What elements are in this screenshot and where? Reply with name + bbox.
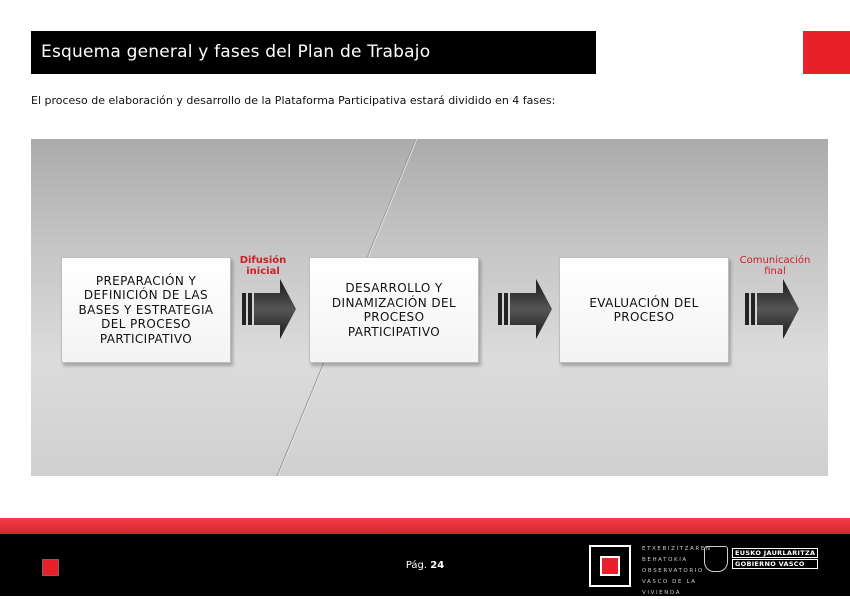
- page-title: Esquema general y fases del Plan de Trabajo: [31, 31, 596, 74]
- phases-diagram: [31, 139, 828, 476]
- observatory-logo-text: ETXEBIZITZAREN BEHATOKIA OBSERVATORIO VASCO DE LA VIVIENDA: [642, 546, 712, 596]
- footer-red-band: [0, 518, 850, 534]
- arrow-right-icon: [745, 279, 799, 339]
- note-comunicacion-final: Comunicación final: [739, 255, 811, 277]
- note-difusion-inicial: Difusión inicial: [239, 255, 287, 277]
- phase-box-desarrollo: [309, 257, 479, 363]
- page-number: [370, 560, 480, 571]
- footer: [0, 534, 850, 596]
- phase-box-preparacion: [61, 257, 231, 363]
- page-value: 24: [430, 560, 445, 571]
- page-prefix: Pág.: [405, 560, 428, 571]
- phase-label: PREPARACIÓN Y DEFINICIÓN DE LAS BASES Y ESTRATEGIA DEL PROCESO PARTICIPATIVO: [78, 273, 214, 346]
- coat-of-arms-icon: [704, 546, 728, 572]
- footer-red-square: [42, 559, 59, 576]
- corner-red-square: [803, 31, 850, 74]
- phase-label: DESARROLLO Y DINAMIZACIÓN DEL PROCESO PARTICIPATIVO: [331, 281, 457, 339]
- observatory-logo-icon: [589, 545, 631, 587]
- arrow-right-icon: [498, 279, 552, 339]
- intro-text: El proceso de elaboración y desarrollo de la Plataforma Participativa estará dividido en 4 fases:: [31, 94, 556, 107]
- arrow-right-icon: [242, 279, 296, 339]
- phase-label: EVALUACIÓN DEL PROCESO: [589, 295, 699, 324]
- phase-box-evaluacion: [559, 257, 729, 363]
- government-logo-text: EUSKO JAURLARITZA GOBIERNO VASCO: [732, 548, 818, 570]
